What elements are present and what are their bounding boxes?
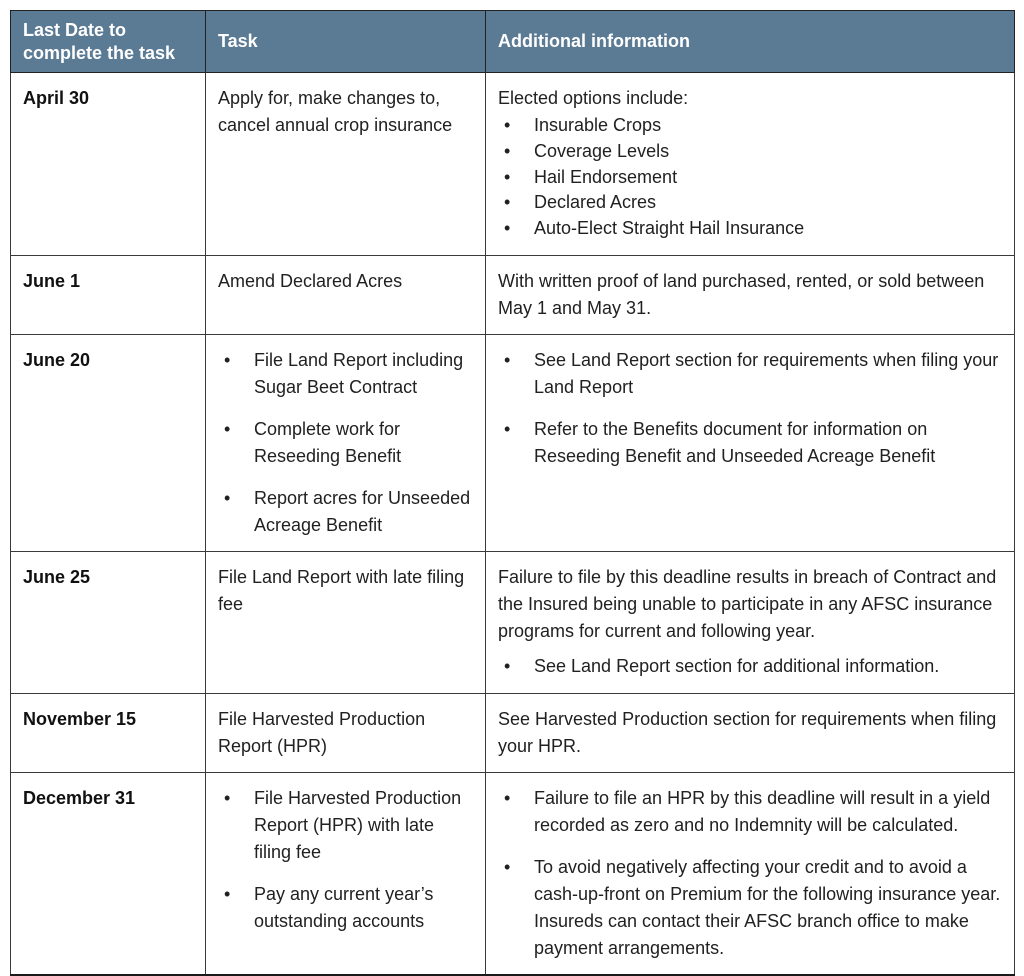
date-cell: June 20 bbox=[11, 334, 206, 551]
info-cell bbox=[486, 772, 1015, 975]
bullet-list bbox=[498, 785, 1004, 962]
table-row bbox=[11, 772, 1015, 975]
header-task: Task bbox=[206, 11, 486, 73]
table-header bbox=[11, 11, 1015, 73]
bullet-item: • Auto-Elect Straight Hail Insurance bbox=[498, 217, 1004, 241]
paragraph: File Harvested Production Report (HPR) bbox=[218, 708, 426, 756]
bullet-item: • Insurable Crops bbox=[498, 114, 1004, 138]
task-cell bbox=[206, 73, 486, 256]
date-cell: April 30 bbox=[11, 73, 206, 256]
bullet-list bbox=[498, 655, 1004, 679]
bullet-item: • Complete work for Reseeding Benefit bbox=[218, 416, 475, 470]
info-cell bbox=[486, 551, 1015, 693]
date-cell: June 25 bbox=[11, 551, 206, 693]
info-cell bbox=[486, 255, 1015, 334]
bullet-item: • File Land Report including Sugar Beet Contract bbox=[218, 347, 475, 401]
date-cell: June 1 bbox=[11, 255, 206, 334]
table-body bbox=[11, 73, 1015, 975]
bullet-item: • See Land Report section for requirements when filing your Land Report bbox=[498, 347, 1004, 401]
table-row bbox=[11, 255, 1015, 334]
info-cell bbox=[486, 334, 1015, 551]
header-row bbox=[11, 11, 1015, 73]
header-additional-info: Additional information bbox=[486, 11, 1015, 73]
table-row bbox=[11, 551, 1015, 693]
table-row bbox=[11, 73, 1015, 256]
bullet-item: • Pay any current year’s outstanding accounts bbox=[218, 881, 475, 935]
bullet-item: • Refer to the Benefits document for information on Reseeding Benefit and Unseeded Acreage Benefit bbox=[498, 416, 1004, 470]
bullet-list bbox=[498, 347, 1004, 470]
date-cell: December 31 bbox=[11, 772, 206, 975]
bullet-item: • Hail Endorsement bbox=[498, 166, 1004, 190]
paragraph: Amend Declared Acres bbox=[218, 270, 403, 291]
bullet-list bbox=[218, 347, 475, 539]
info-cell bbox=[486, 73, 1015, 256]
bullet-item: • Report acres for Unseeded Acreage Benefit bbox=[218, 485, 475, 539]
paragraph: Apply for, make changes to, cancel annual crop insurance bbox=[218, 88, 453, 135]
task-cell bbox=[206, 772, 486, 975]
task-cell bbox=[206, 551, 486, 693]
bullet-item: • Coverage Levels bbox=[498, 140, 1004, 164]
info-cell bbox=[486, 693, 1015, 772]
table-row bbox=[11, 693, 1015, 772]
bullet-item: • File Harvested Production Report (HPR) with late filing fee bbox=[218, 785, 475, 866]
deadline-table bbox=[10, 10, 1015, 976]
bullet-item: • Declared Acres bbox=[498, 191, 1004, 215]
bullet-list bbox=[218, 785, 475, 935]
paragraph: See Harvested Production section for requirements when filing your HPR. bbox=[498, 708, 997, 756]
bullet-list bbox=[498, 114, 1004, 241]
task-cell bbox=[206, 255, 486, 334]
task-cell bbox=[206, 334, 486, 551]
table-row bbox=[11, 334, 1015, 551]
bullet-item: • Failure to file an HPR by this deadline will result in a yield recorded as zero and no Indemnity will be calculated. bbox=[498, 785, 1004, 839]
task-cell bbox=[206, 693, 486, 772]
paragraph: Elected options include: bbox=[498, 88, 689, 108]
paragraph: With written proof of land purchased, rented, or sold between May 1 and May 31. bbox=[498, 270, 985, 318]
bullet-item: • To avoid negatively affecting your credit and to avoid a cash-up-front on Premium for the following insurance year. Insureds can contact their AFSC branch office to make payment arrangements. bbox=[498, 854, 1004, 962]
paragraph: Failure to file by this deadline results in breach of Contract and the Insured being unable to participate in any AFSC insurance programs for current and following year. bbox=[498, 566, 997, 641]
header-last-date: Last Date to complete the task bbox=[11, 11, 206, 73]
date-cell: November 15 bbox=[11, 693, 206, 772]
bullet-item: • See Land Report section for additional information. bbox=[498, 655, 1004, 679]
paragraph: File Land Report with late filing fee bbox=[218, 566, 465, 614]
